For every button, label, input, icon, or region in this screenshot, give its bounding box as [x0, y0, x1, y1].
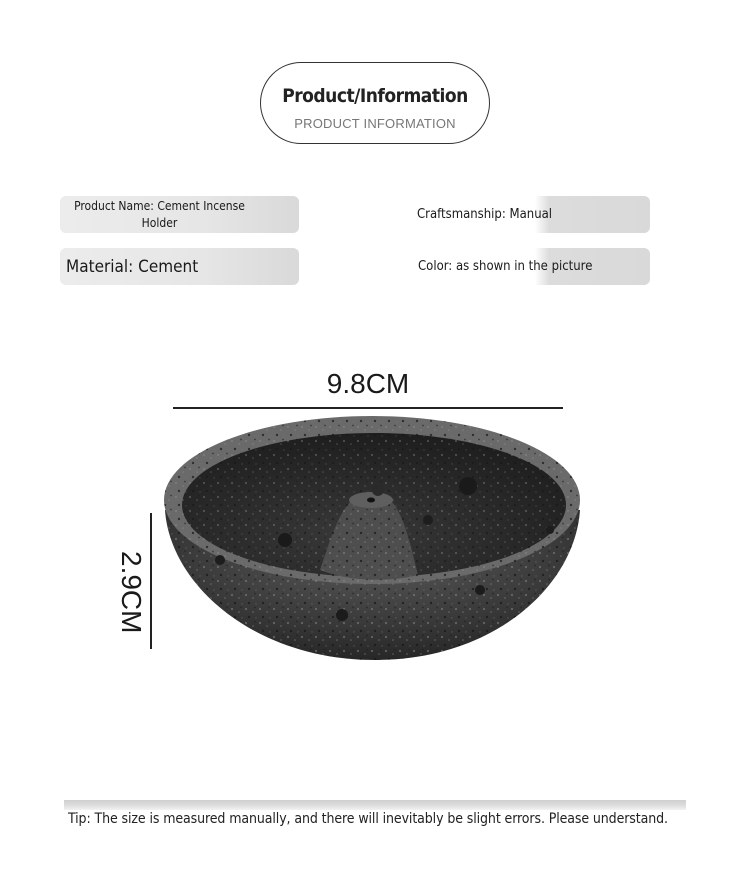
spec-craftsmanship: Craftsmanship: Manual — [410, 196, 650, 233]
height-dimension-label: 2.9CM — [116, 551, 147, 634]
tip-text: Tip: The size is measured manually, and there will inevitably be slight errors. Please understand. — [68, 811, 668, 827]
height-dimension-line — [150, 513, 152, 649]
section-subtitle: PRODUCT INFORMATION — [294, 116, 456, 131]
width-dimension-label: 9.8CM — [326, 368, 410, 399]
spec-material: Material: Cement — [60, 248, 299, 285]
section-title: Product/Information — [282, 85, 468, 107]
width-dimension-line — [173, 407, 563, 409]
product-information-badge — [260, 62, 490, 144]
tip-divider — [64, 800, 686, 810]
spec-product-name: Product Name: Cement Incense Holder — [60, 196, 299, 233]
spec-color: Color: as shown in the picture — [410, 248, 650, 285]
incense-bowl-image — [160, 410, 585, 670]
